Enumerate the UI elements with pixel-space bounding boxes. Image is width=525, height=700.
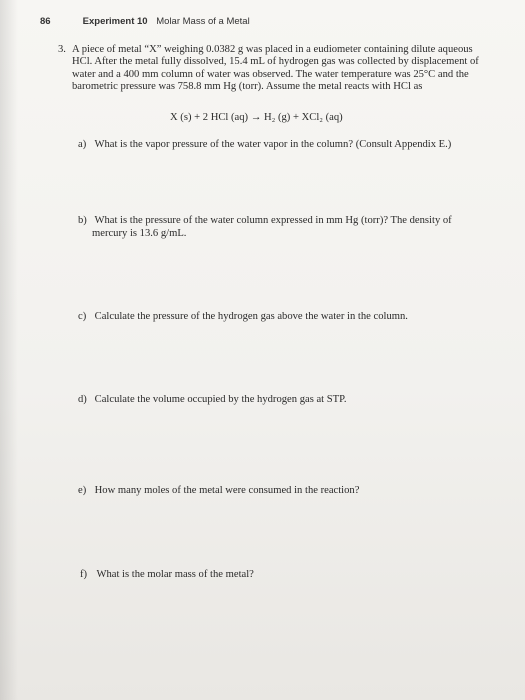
question-d <box>78 393 498 406</box>
question-a <box>78 138 508 151</box>
plus-sign: + <box>191 112 203 123</box>
problem-text: A piece of metal “X” weighing 0.0382 g was placed in a eudiometer containing dilute aqueous HCl. After the metal fully dissolved, 15.4 mL of hydrogen gas was collected by displacement of water and a 400 mm column of water was observed. The water temperature was 25°C and the barometric pressure was 758.8 mm Hg (torr). Assume the metal reacts with HCl as <box>72 44 479 93</box>
reactant-metal: X (s) <box>170 112 192 123</box>
product-hydrogen: H₂ (g) <box>263 112 291 123</box>
question-label: b) <box>78 215 87 226</box>
page-header <box>40 16 250 27</box>
reactant-hcl: 2 HCl (aq) <box>202 112 249 123</box>
page-number: 86 <box>40 16 51 27</box>
product-chloride: XCl₂ (aq) <box>301 112 343 123</box>
reaction-equation <box>170 112 343 123</box>
question-text-continued: mercury is 13.6 g/mL. <box>92 228 187 239</box>
question-c <box>78 310 498 323</box>
question-label: a) <box>78 139 87 150</box>
question-text: What is the pressure of the water column expressed in mm Hg (torr)? The density of <box>94 215 452 226</box>
experiment-title: Molar Mass of a Metal <box>156 16 250 27</box>
question-label: f) <box>80 569 88 580</box>
question-f <box>80 568 500 581</box>
experiment-label: Experiment 10 <box>82 16 148 27</box>
question-label: d) <box>78 394 87 405</box>
question-e <box>78 484 498 497</box>
page-shadow <box>0 0 18 700</box>
arrow-icon: → <box>248 112 264 123</box>
question-b <box>78 214 498 240</box>
problem-number: 3. <box>58 44 66 55</box>
question-label: e) <box>78 485 87 496</box>
question-text: What is the molar mass of the metal? <box>96 569 254 580</box>
question-text: Calculate the pressure of the hydrogen gas above the water in the column. <box>94 311 408 322</box>
question-label: c) <box>78 311 87 322</box>
problem-statement <box>58 44 492 94</box>
plus-sign: + <box>290 112 302 123</box>
question-text: Calculate the volume occupied by the hydrogen gas at STP. <box>94 394 347 405</box>
question-text: What is the vapor pressure of the water vapor in the column? (Consult Appendix E.) <box>94 139 452 150</box>
question-text: How many moles of the metal were consumed in the reaction? <box>94 485 360 496</box>
